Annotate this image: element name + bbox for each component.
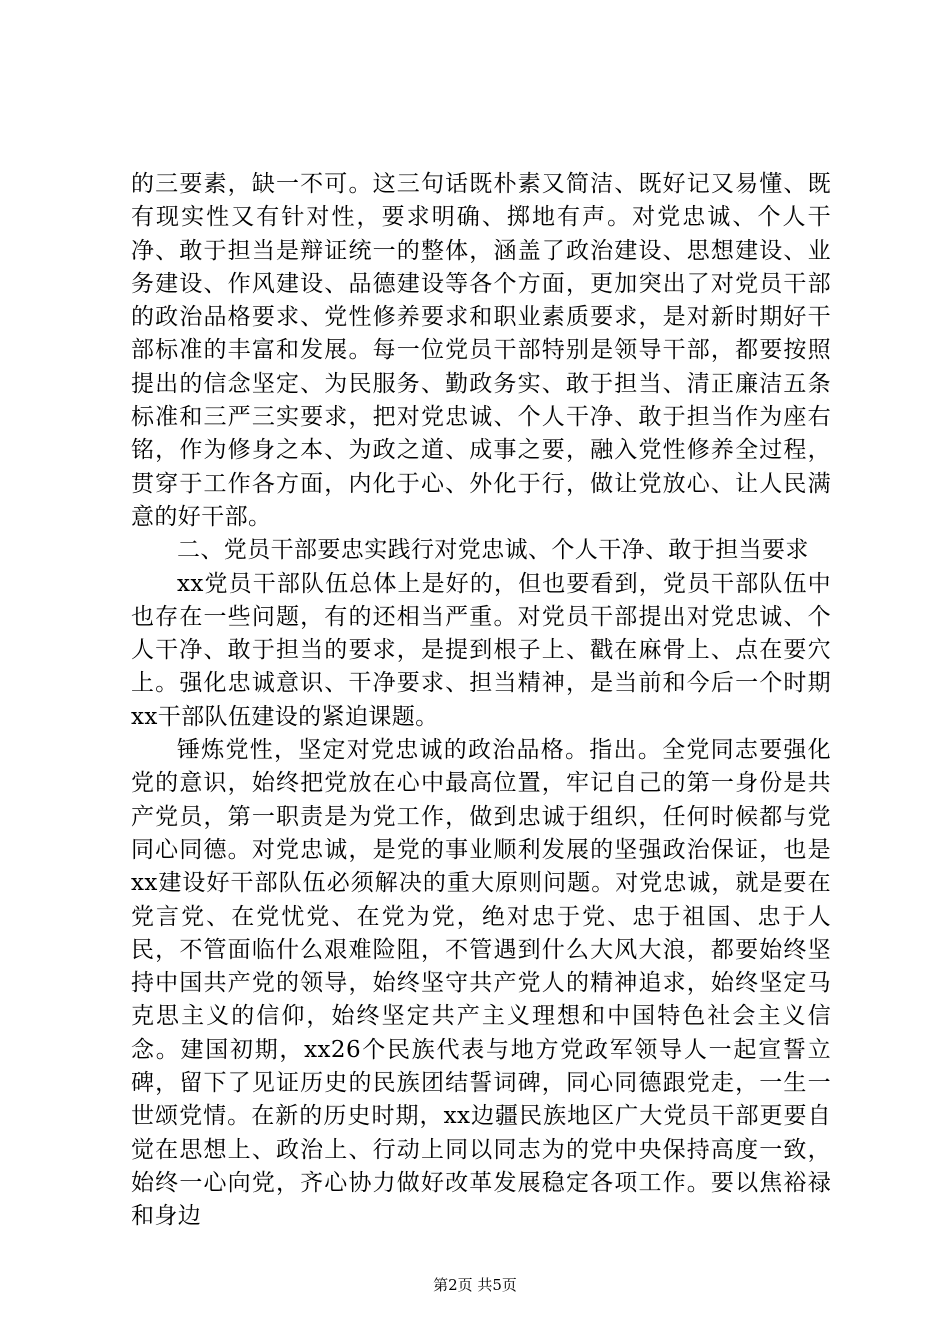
document-body <box>131 168 831 1234</box>
section-heading: 二、党员干部要忠实践行对党忠诚、个人干净、敢于担当要求 <box>177 537 809 564</box>
page-number: 第2页 共5页 <box>433 1276 517 1294</box>
paragraph: 锤炼党性，坚定对党忠诚的政治品格。指出。全党同志要强化党的意识，始终把党放在心中最高位置，牢记自己的第一身份是共产党员，第一职责是为党工作，做到忠诚于组织，任何时候都与党同心同德。对党忠诚，是党的事业顺利发展的坚强政治保证，也是xx建设好干部队伍必须解决的重大原则问题。对党忠诚，就是要在党言党、在党忧党、在党为党，绝对忠于党、忠于祖国、忠于人民，不管面临什么艰难险阻，不管遇到什么大风大浪，都要始终坚持中国共产党的领导，始终坚守共产党人的精神追求，始终坚定马克思主义的信仰，始终坚定共产主义理想和中国特色社会主义信念。建国初期，xx26个民族代表与地方党政军领导人一起宣誓立碑，留下了见证历史的民族团结誓词碑，同心同德跟党走，一生一世颂党情。在新的历史时期，xx边疆民族地区广大党员干部更要自觉在思想上、政治上、行动上同以同志为的党中央保持高度一致，始终一心向党，齐心协力做好改革发展稳定各项工作。要以焦裕禄和身边 <box>131 737 831 1230</box>
paragraph: xx党员干部队伍总体上是好的，但也要看到，党员干部队伍中也存在一些问题，有的还相当严重。对党员干部提出对党忠诚、个人干净、敢于担当的要求，是提到根子上、戳在麻骨上、点在要穴上。强化忠诚意识、干净要求、担当精神，是当前和今后一个时期xx干部队伍建设的紧迫课题。 <box>131 570 831 730</box>
paragraph-continuation: 的三要素，缺一不可。这三句话既朴素又简洁、既好记又易懂、既有现实性又有针对性，要求明确、掷地有声。对党忠诚、个人干净、敢于担当是辩证统一的整体，涵盖了政治建设、思想建设、业务建设、作风建设、品德建设等各个方面，更加突出了对党员干部的政治品格要求、党性修养要求和职业素质要求，是对新时期好干部标准的丰富和发展。每一位党员干部特别是领导干部，都要按照提出的信念坚定、为民服务、勤政务实、敢于担当、清正廉洁五条标准和三严三实要求，把对党忠诚、个人干净、敢于担当作为座右铭，作为修身之本、为政之道、成事之要，融入党性修养全过程，贯穿于工作各方面，内化于心、外化于行，做让党放心、让人民满意的好干部。 <box>131 171 831 530</box>
